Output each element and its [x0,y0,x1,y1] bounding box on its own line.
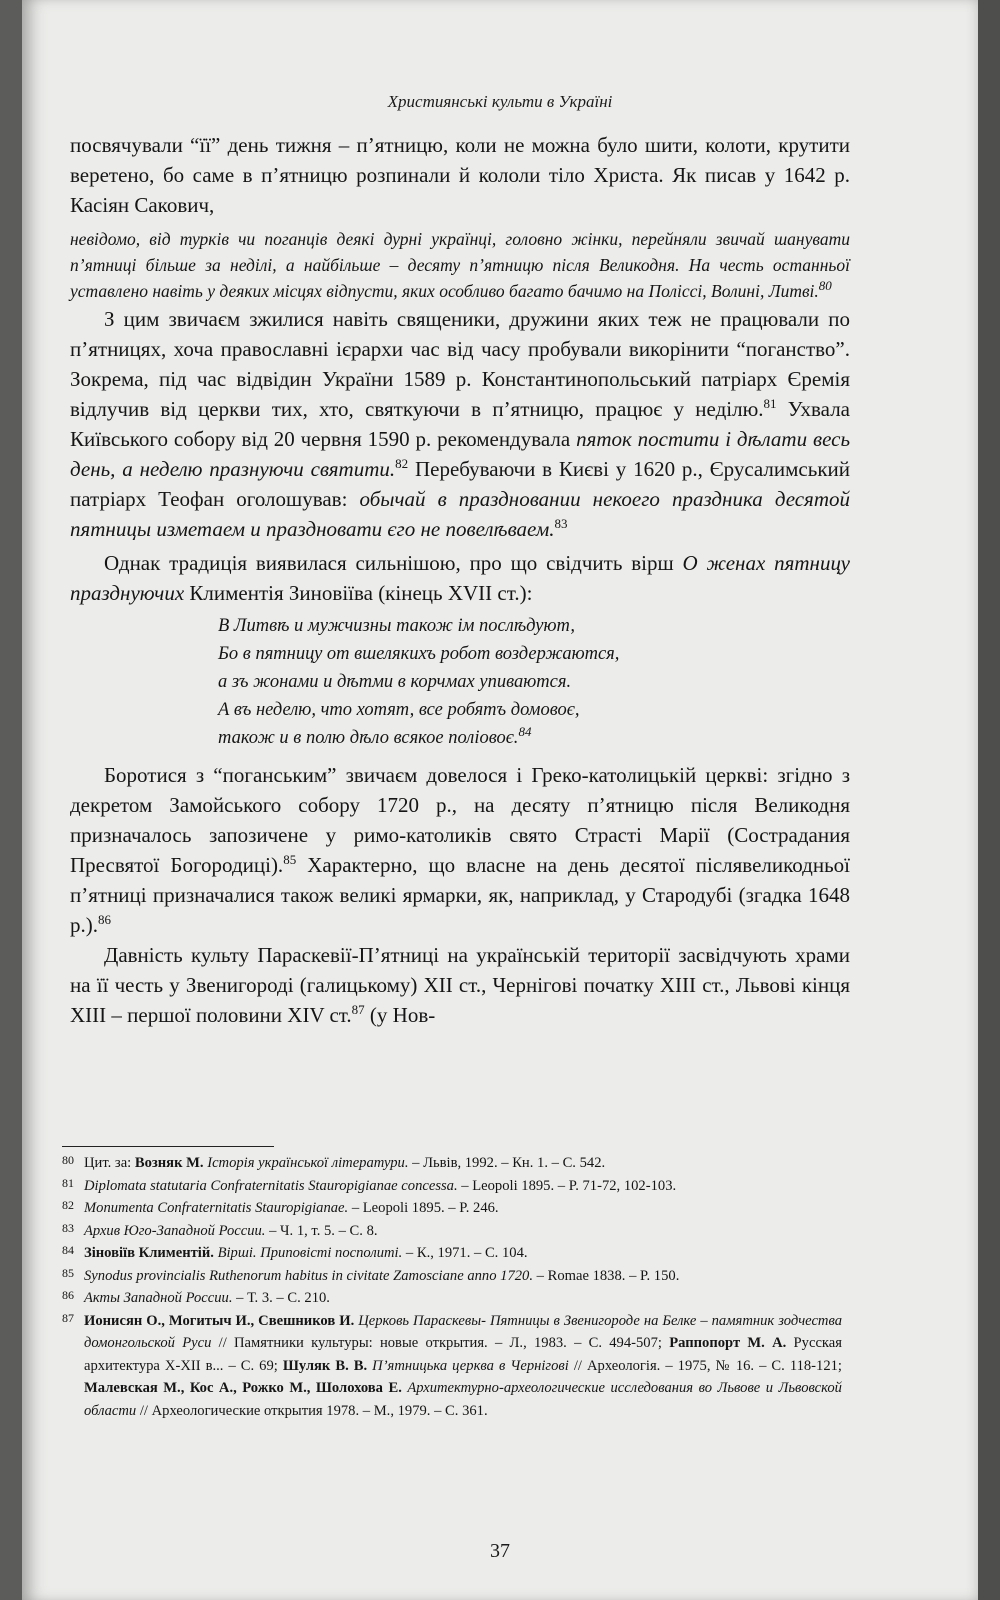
footnote-part-bold: Возняк М. [134,1155,208,1171]
footnote-80 [62,1152,842,1175]
footnote-84 [62,1242,842,1265]
p2-text-a: З цим звичаєм зжилися навіть священики, дружини яких теж не працювали по п’ятницях, хоча православні ієрархи час від часу пробували викорінити “поганство”. Зокрема, під час відвідин України 1589 р. Константинопольський патріарх Єремія відлучив від церкви тих, хто, святкуючи в п’ятницю, працює у неділю. [70,307,850,421]
p2-text-d: Перебуваючи в Києві у 1620 р., Єрусалимський патріарх Теофан оголошував: [70,457,850,511]
footnote-part-plain: // Памятники культуры: новые открытия. – Л., 1983. – С. 494-507; [211,1335,670,1351]
footnote-number: 87 [62,1310,74,1325]
footnote-part-bold: Раппопорт М. А. [669,1335,794,1351]
p4-text-b: Характерно, що власне на день десятої післявеликодньої п’ятниці призначалися також великі ярмарки, як, наприклад, у Стародубі (згадка 1648 р.). [70,853,850,937]
poem-line: Бо в пятницу от вшелякихъ робот воздержаются, [218,644,620,664]
footnote-part-bold: Малевская М., Кос А., Рожко М., Шолохова Е. [84,1380,408,1396]
paragraph-3 [70,548,850,608]
footnote-part-plain: // Археологические открытия 1978. – М., 1979. – С. 361. [136,1402,488,1419]
footnote-part-italic: Вірші. Приповісті посполиті. [217,1245,403,1261]
p4-text-a: Боротися з “поганським” звичаєм довелося і Греко-католицькій церкві: згідно з декретом Замойського собору 1720 р., на десяту п’ятницю після Великодня призначалось запозичене у римо-католиків свято Страсті Марії (Сострадания Пресвятої Богородиці). [70,763,850,877]
footnote-part-plain: – Т. 3. – С. 210. [232,1290,330,1306]
footnote-text [84,1220,842,1243]
footnote-part-plain: – Ч. 1, т. 5. – С. 8. [265,1222,378,1239]
main-text [70,130,850,1030]
footnote-86 [62,1287,842,1310]
note-ref-84: 84 [518,723,532,739]
footnote-number: 83 [62,1220,74,1235]
note-ref-80: 80 [818,278,832,294]
quote-sakovych [70,226,850,304]
paragraph-1: посвячували “її” день тижня – п’ятницю, коли не можна було шити, колоти, крутити веретено, бо саме в п’ятницю розпинали й кололи тіло Христа. Як писав у 1642 р. Касіян Сакович, [70,133,850,217]
footnote-part-plain: – К., 1971. – С. 104. [402,1245,528,1261]
poem-line: а зъ жонами и дѣтми в корчмах упиваются. [218,672,572,692]
p3-text-a: Однак традиція виявилася сильнішою, про що свідчить вірш [104,551,683,575]
footnote-part-plain: // Археологія. – 1975, № 16. – С. 118-121; [568,1357,842,1374]
p2-quote-kyiv-council: пяток постити і дѣлати весь день, а неделю празнуючи святити. [70,427,851,481]
poem-block [218,612,850,752]
footnote-number: 82 [62,1198,74,1212]
p2-quote-teofan: обычай в праздновании некоего праздника десятой пятницы изметаем и праздновати єго не повелѣваем. [70,487,850,541]
footnote-text [84,1175,842,1198]
footnote-part-bold: Ионисян О., Могитыч И., Свешников И. [84,1312,359,1329]
note-ref-82: 82 [395,456,409,471]
poem-line-last [218,724,850,752]
note-ref-86: 86 [98,912,111,927]
footnote-number: 81 [62,1175,74,1190]
footnote-part-bold: Зіновіїв Климентій. [84,1245,218,1261]
footnote-number: 85 [62,1265,74,1280]
p5-text-a: Давність культу Параскевії-П’ятниці на українській території засвідчують храми на її честь у Звенигороді (галицькому) XII ст., Чернігові початку XIII ст., Львові кінця XIII – першої половини XIV ст. [70,943,850,1027]
footnote-part-italic: Акты Западной России. [84,1290,233,1306]
quote-sakovych-text: невідомо, від турків чи поганців деякі дурні українці, головно жінки, перейняли звичай шанувати п’ятниці більше за неділі, а найбільше – десяту п’ятницю після Великодня. На честь останньої уставлено навіть у деяких місцях відпусти, яких особливо багато бачимо на Поліссі, Волині, Литві. [70,229,850,301]
footnote-part-italic: Історія української літератури. [207,1155,409,1171]
p3-poem-title: О женах пятницу празднуючих [70,551,850,605]
page-right-edge [978,0,1000,1600]
p2-text-b: Ухвала Київського собору від 20 червня 1590 р. рекомендувала [70,397,850,451]
footnote-text [84,1152,842,1175]
footnote-part-plain: – Львів, 1992. – Кн. 1. – С. 542. [408,1155,606,1171]
p5-text-b: (у Нов- [364,1003,436,1027]
note-ref-85: 85 [283,852,297,867]
footnote-part-italic: П’ятницька церква в Чернігові [372,1357,569,1374]
footnotes [62,1152,842,1422]
footnote-number: 84 [62,1243,74,1257]
footnote-85 [62,1265,842,1288]
paragraph-4 [70,760,850,940]
poem-line: В Литвѣ и мужчизны також ім послѣдуют, [218,616,575,636]
footnote-part-italic: Monumenta Confraternitatis Stauropigianae. [84,1200,349,1216]
note-ref-83: 83 [554,516,568,531]
footnote-text [84,1287,842,1310]
footnote-part-italic: Архив Юго-Западной России. [84,1222,266,1239]
footnote-87 [62,1310,842,1423]
poem-line-text: також и в полю дѣло всякое поліовоє. [218,728,519,748]
footnote-text [84,1242,842,1265]
footnote-83 [62,1220,842,1243]
footnote-part-italic: Церковь Параскевы- Пятницы в Звенигороде на Белке – памятник зодчества домонгольской Руси [84,1312,842,1351]
footnote-number: 86 [62,1288,74,1302]
running-header: Християнські культи в Україні [387,92,613,111]
footnote-part-plain: – Leopoli 1895. – P. 71-72, 102-103. [457,1177,677,1194]
footnote-text [84,1310,842,1423]
footnote-rule [62,1146,274,1147]
footnote-part-plain: Цит. за: [84,1155,135,1171]
p3-text-c: Климентія Зиновіїва (кінець XVII ст.): [184,581,533,605]
footnote-number: 80 [62,1153,74,1167]
paragraph-5 [70,940,850,1030]
footnote-part-italic: Synodus provincialis Ruthenorum habitus in civitate Zamosciane anno 1720. [84,1267,533,1284]
footnote-part-plain: – Leopoli 1895. – P. 246. [348,1200,499,1216]
footnote-part-plain: – Romae 1838. – P. 150. [533,1267,680,1284]
footnote-82 [62,1197,842,1220]
footnote-part-bold: Шуляк В. В. [282,1357,373,1374]
footnote-part-italic: Архитектурно-археологические исследования во Львове и Львовской области [84,1380,842,1419]
paragraph-2 [70,304,850,544]
poem-line: А въ неделю, что хотят, все робятъ домовоє, [218,700,580,720]
page-number: 37 [490,1540,510,1562]
footnote-text [84,1265,842,1288]
footnote-81 [62,1175,842,1198]
footnote-text [84,1197,842,1220]
note-ref-81: 81 [763,396,777,411]
footnote-part-italic: Diplomata statutaria Confraternitatis Stauropigianae concessa. [84,1177,458,1194]
note-ref-87: 87 [351,1002,365,1017]
footnote-part-plain: Русская архитектура X-XII в... – С. 69; [84,1335,842,1374]
